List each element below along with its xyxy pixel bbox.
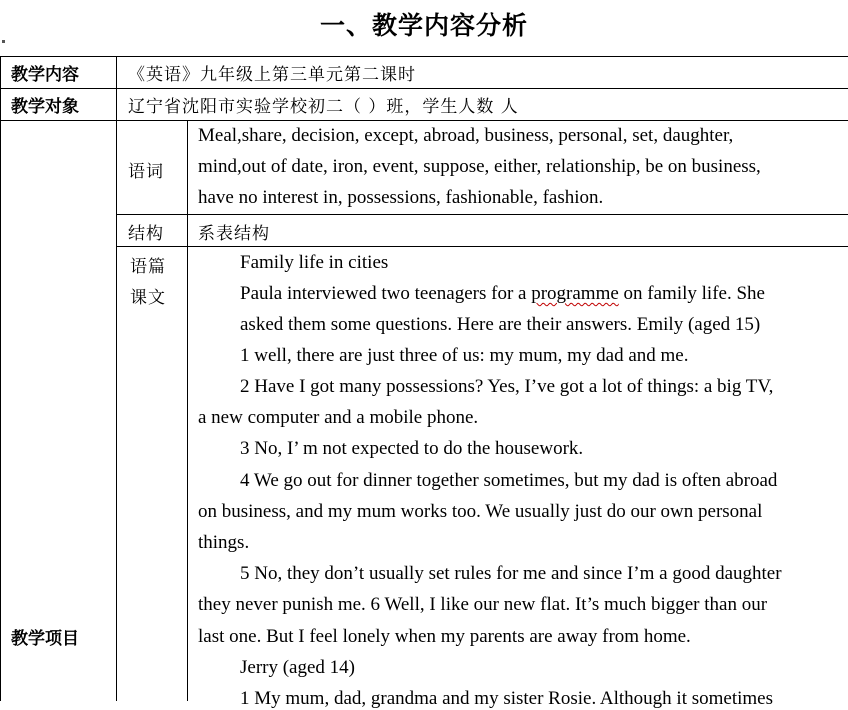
page-title: 一、教学内容分析 [319, 11, 528, 40]
audience-label: 教学对象 [11, 97, 79, 117]
text-line-12: they never punish me. 6 Well, I like our new flat. It’s much bigger than our [198, 594, 768, 615]
vocab-line-3: have no interest in, possessions, fashionable, fashion. [198, 187, 604, 208]
text-line-2a: Paula interviewed two teenagers for a [240, 283, 532, 304]
text-line-1: Family life in cities [240, 252, 389, 273]
text-line-2c: on family life. She [618, 283, 765, 304]
grid-line-vocab-bottom [116, 214, 848, 215]
text-line-13: last one. But I feel lonely when my parents are away from home. [198, 626, 691, 647]
text-line-3: asked them some questions. Here are their answers. Emily (aged 15) [240, 314, 761, 335]
discourse-label-2: 课文 [130, 288, 166, 308]
text-line-7: 3 No, I’ m not expected to do the housework. [240, 438, 584, 459]
text-line-6: a new computer and a mobile phone. [198, 407, 479, 428]
text-line-2 [240, 283, 765, 305]
margin-mark [2, 40, 5, 43]
grid-line-structure-bottom [116, 246, 848, 247]
text-line-10: things. [198, 532, 250, 553]
spellcheck-word: programme [531, 283, 619, 304]
text-line-4: 1 well, there are just three of us: my mum, my dad and me. [240, 345, 689, 366]
grid-line-col2 [187, 120, 188, 701]
text-line-5: 2 Have I got many possessions? Yes, I’ve got a lot of things: a big TV, [240, 376, 774, 397]
text-line-9: on business, and my mum works too. We usually just do our own personal [198, 501, 763, 522]
grid-line-left [0, 56, 1, 701]
grid-line-row1 [0, 88, 848, 89]
structure-value: 系表结构 [198, 224, 270, 244]
grid-line-row2 [0, 120, 848, 121]
text-line-8: 4 We go out for dinner together sometimes, but my dad is often abroad [240, 470, 778, 491]
content-value: 《英语》九年级上第三单元第二课时 [128, 65, 416, 85]
content-label: 教学内容 [11, 65, 79, 85]
items-label: 教学项目 [11, 629, 79, 649]
text-line-14: Jerry (aged 14) [240, 657, 356, 678]
structure-label: 结构 [128, 224, 164, 244]
text-line-15: 1 My mum, dad, grandma and my sister Rosie. Although it sometimes [240, 688, 774, 709]
vocab-label: 语词 [128, 162, 164, 182]
discourse-label-1: 语篇 [130, 257, 166, 277]
grid-line-top [0, 56, 848, 57]
vocab-line-1: Meal,share, decision, except, abroad, business, personal, set, daughter, [198, 125, 734, 146]
grid-line-col1 [116, 56, 117, 701]
text-line-11: 5 No, they don’t usually set rules for me and since I’m a good daughter [240, 563, 782, 584]
vocab-line-2: mind,out of date, iron, event, suppose, either, relationship, be on business, [198, 156, 761, 177]
audience-value: 辽宁省沈阳市实验学校初二（ ）班，学生人数 人 [128, 97, 519, 117]
